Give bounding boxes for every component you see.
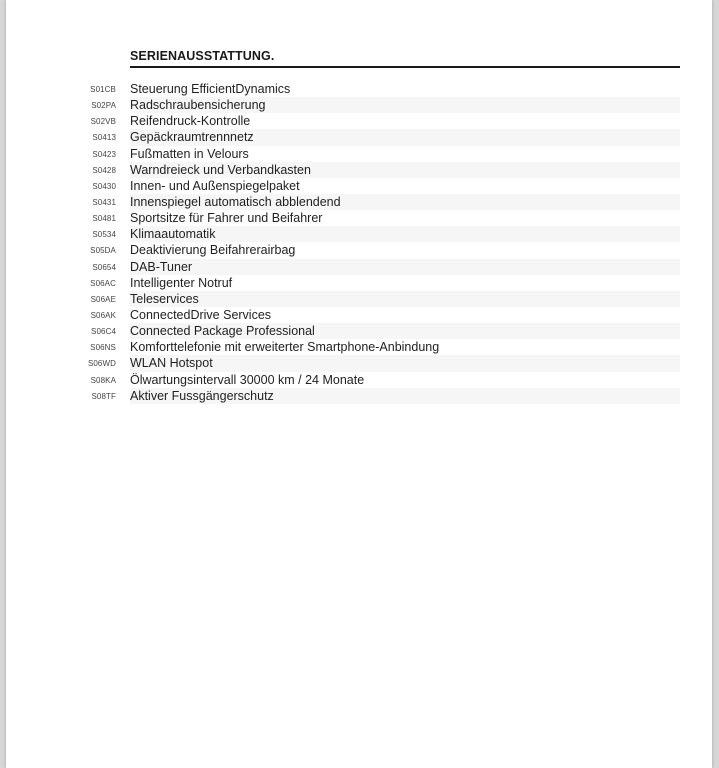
equipment-label: Intelligenter Notruf bbox=[130, 275, 233, 290]
equipment-label: Innen- und Außenspiegelpaket bbox=[130, 178, 300, 193]
equipment-row bbox=[6, 355, 712, 371]
equipment-code: S06AE bbox=[90, 294, 116, 304]
equipment-code: S06C4 bbox=[91, 327, 116, 337]
equipment-code: S02VB bbox=[90, 117, 116, 127]
equipment-code: S08TF bbox=[91, 391, 116, 401]
equipment-label: Komforttelefonie mit erweiterter Smartphone-Anbindung bbox=[130, 340, 440, 355]
equipment-code: S0430 bbox=[92, 181, 116, 191]
equipment-row bbox=[6, 210, 712, 226]
equipment-label: Connected Package Professional bbox=[130, 324, 315, 339]
equipment-label: Klimaautomatik bbox=[130, 227, 216, 242]
equipment-code: S02PA bbox=[91, 101, 116, 111]
equipment-row bbox=[6, 242, 712, 258]
equipment-label: Warndreieck und Verbandkasten bbox=[130, 162, 311, 177]
equipment-code: S0423 bbox=[92, 149, 116, 159]
equipment-row bbox=[6, 113, 712, 129]
equipment-code: S0431 bbox=[92, 197, 116, 207]
section-title: SERIENAUSSTATTUNG. bbox=[130, 49, 275, 63]
equipment-code: S0654 bbox=[92, 262, 116, 272]
equipment-row bbox=[6, 372, 712, 388]
equipment-row bbox=[6, 307, 712, 323]
document-page bbox=[6, 0, 712, 768]
title-divider bbox=[130, 66, 680, 68]
equipment-row bbox=[6, 259, 712, 275]
equipment-row bbox=[6, 194, 712, 210]
equipment-label: Ölwartungsintervall 30000 km / 24 Monate bbox=[130, 372, 365, 387]
equipment-label: Steuerung EfficientDynamics bbox=[130, 82, 291, 96]
equipment-row bbox=[6, 81, 712, 97]
equipment-row bbox=[6, 323, 712, 339]
equipment-label: Innenspiegel automatisch abblendend bbox=[130, 194, 341, 209]
equipment-code: S0481 bbox=[92, 214, 116, 224]
equipment-label: Radschraubensicherung bbox=[130, 98, 266, 113]
equipment-row bbox=[6, 162, 712, 178]
equipment-row bbox=[6, 291, 712, 307]
equipment-row bbox=[6, 146, 712, 162]
equipment-row bbox=[6, 129, 712, 145]
equipment-list bbox=[6, 81, 712, 404]
equipment-label: Aktiver Fussgängerschutz bbox=[130, 388, 274, 403]
equipment-code: S0534 bbox=[92, 230, 116, 240]
equipment-code: S06WD bbox=[87, 359, 116, 369]
equipment-label: Reifendruck-Kontrolle bbox=[130, 114, 251, 129]
equipment-label: Sportsitze für Fahrer und Beifahrer bbox=[130, 211, 323, 226]
equipment-code: S06AC bbox=[90, 278, 116, 288]
equipment-row bbox=[6, 275, 712, 291]
equipment-label: Deaktivierung Beifahrerairbag bbox=[130, 243, 296, 258]
equipment-label: Gepäckraumtrennnetz bbox=[130, 130, 254, 145]
equipment-code: S01CB bbox=[90, 85, 116, 94]
equipment-row bbox=[6, 178, 712, 194]
equipment-row bbox=[6, 97, 712, 113]
equipment-label: ConnectedDrive Services bbox=[130, 307, 272, 322]
equipment-row bbox=[6, 388, 712, 404]
equipment-label: Teleservices bbox=[130, 291, 199, 306]
equipment-label: DAB-Tuner bbox=[130, 259, 193, 274]
equipment-code: S05DA bbox=[90, 246, 116, 256]
equipment-code: S06AK bbox=[90, 310, 116, 320]
equipment-row bbox=[6, 339, 712, 355]
equipment-code: S06NS bbox=[90, 343, 116, 353]
equipment-row bbox=[6, 226, 712, 242]
equipment-code: S08KA bbox=[90, 375, 116, 385]
equipment-code: S0428 bbox=[92, 165, 116, 175]
equipment-label: WLAN Hotspot bbox=[130, 356, 213, 371]
equipment-code: S0413 bbox=[92, 133, 116, 143]
equipment-label: Fußmatten in Velours bbox=[130, 146, 249, 161]
